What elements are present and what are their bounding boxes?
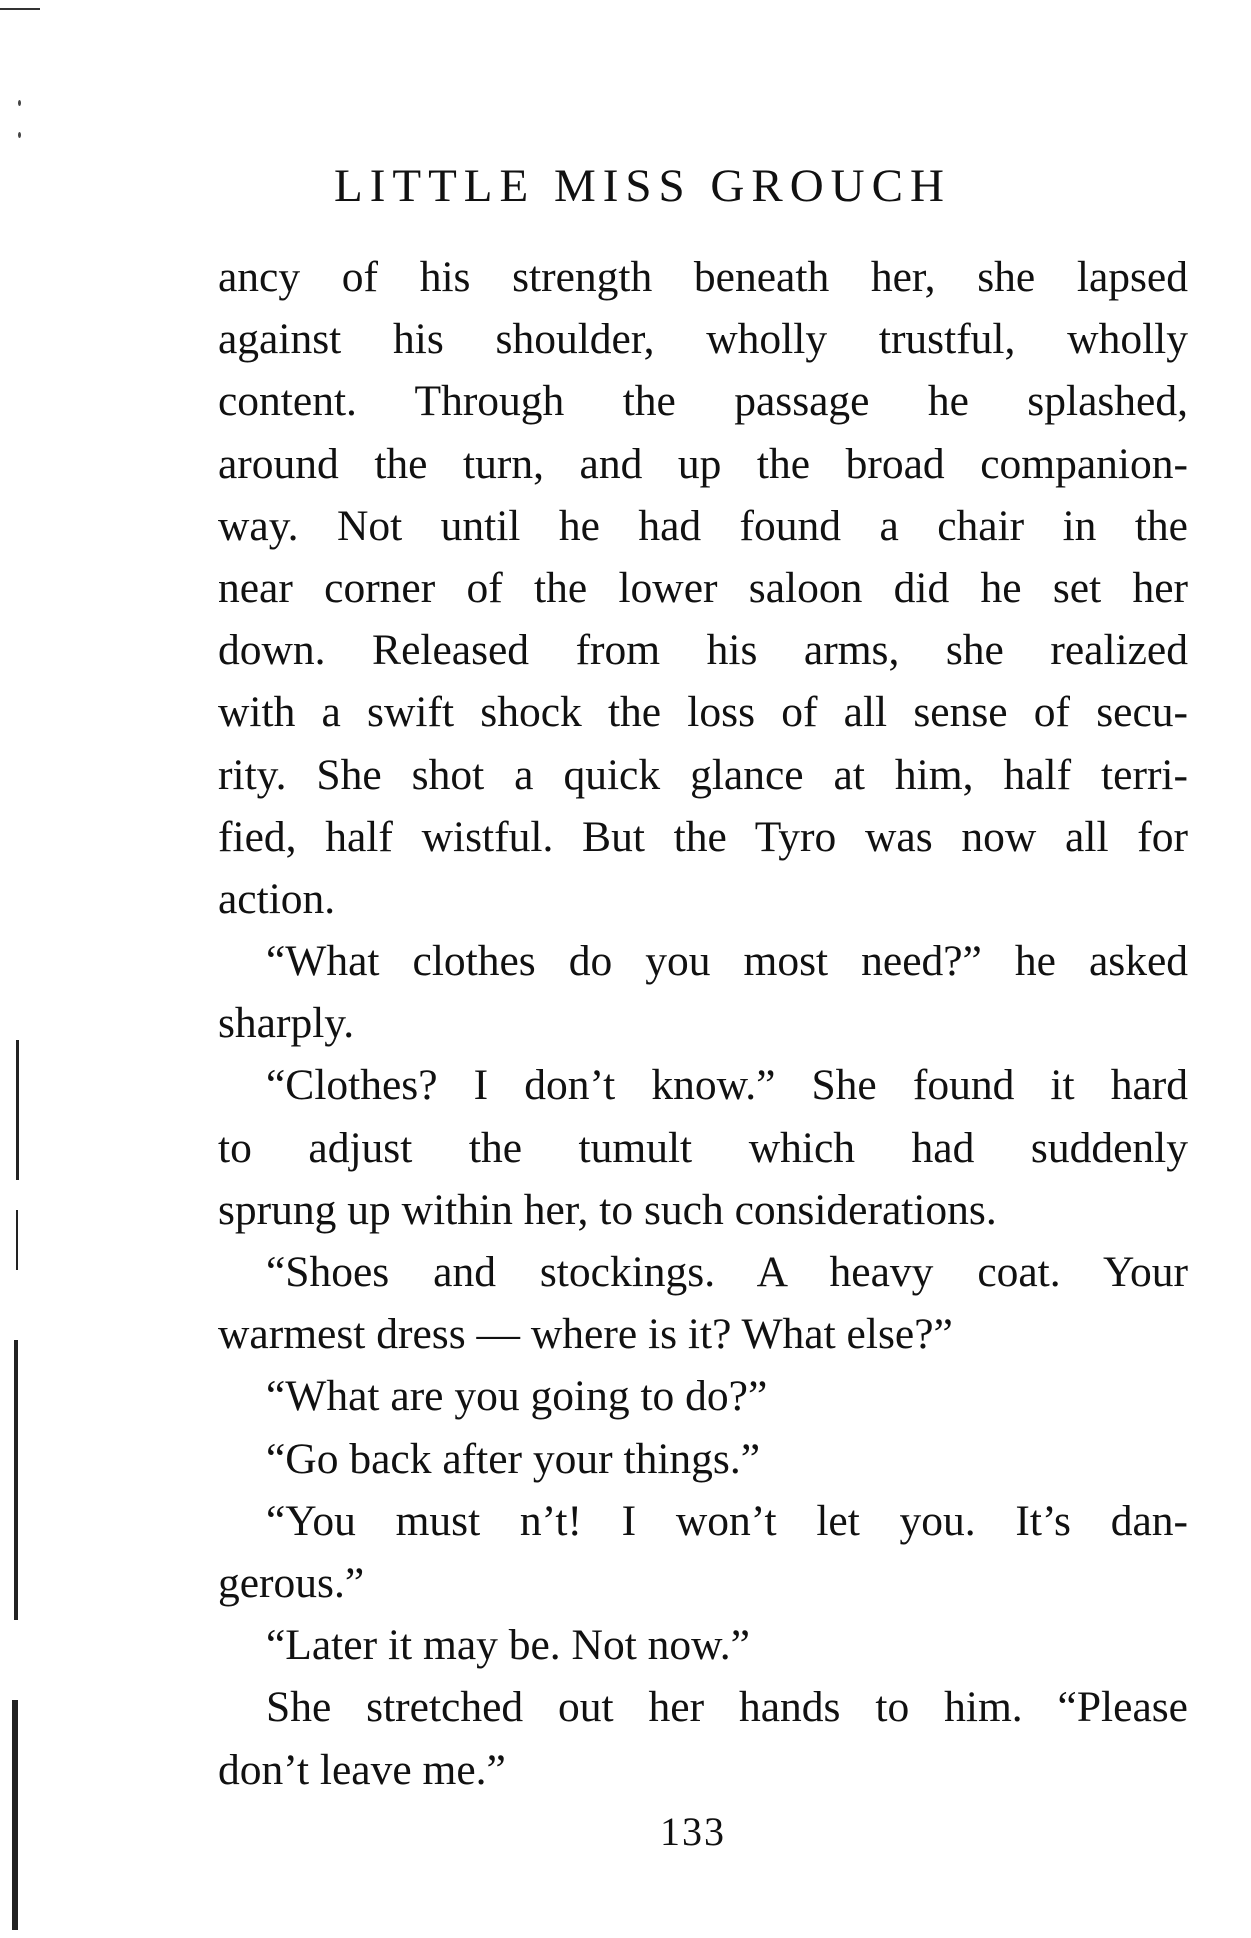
text-line: down. Released from his arms, she realized [218,626,1188,675]
text-line: action. [218,874,336,923]
text-line: She stretched out her hands to him. “Please [266,1683,1188,1732]
text-line: way. Not until he had found a chair in the [218,501,1188,550]
text-line: to adjust the tumult which had suddenly [218,1123,1188,1172]
page-number: 133 [660,1809,726,1854]
scan-binding-mark [16,1210,18,1270]
text-line: ancy of his strength beneath her, she lapsed [218,253,1188,301]
text-line: “Later it may be. Not now.” [266,1621,750,1670]
body-text [218,246,1188,1801]
text-line: content. Through the passage he splashed, [218,377,1188,426]
running-head: LITTLE MISS GROUCH [334,160,951,212]
text-line: gerous.” [218,1558,365,1607]
text-line: near corner of the lower saloon did he set her [218,563,1188,612]
text-line: fied, half wistful. But the Tyro was now all for [218,812,1188,861]
text-line: “You must n’t! I won’t let you. It’s dan- [266,1496,1188,1545]
text-line: “Clothes? I don’t know.” She found it hard [266,1061,1188,1110]
text-line: sharply. [218,999,355,1048]
scan-speck [18,132,21,138]
scan-margin-marks [0,0,40,1938]
text-line: don’t leave me.” [218,1745,506,1794]
text-line: around the turn, and up the broad companion- [218,439,1188,488]
scan-speck [18,100,21,106]
scan-binding-mark [16,1040,19,1180]
scan-top-rule [0,8,40,10]
scan-binding-mark [14,1340,18,1620]
text-line: “Go back after your things.” [266,1434,761,1483]
text-line: “What are you going to do?” [266,1372,768,1421]
text-line: against his shoulder, wholly trustful, wholly [218,315,1188,364]
text-line: rity. She shot a quick glance at him, half terri- [218,750,1188,799]
scan-binding-mark [12,1700,18,1930]
text-line: “What clothes do you most need?” he asked [266,937,1188,986]
text-line: sprung up within her, to such considerations. [218,1185,997,1234]
text-line: with a swift shock the loss of all sense of secu- [218,688,1188,737]
text-line: “Shoes and stockings. A heavy coat. Your [266,1248,1188,1296]
text-line: warmest dress — where is it? What else?” [218,1310,953,1359]
